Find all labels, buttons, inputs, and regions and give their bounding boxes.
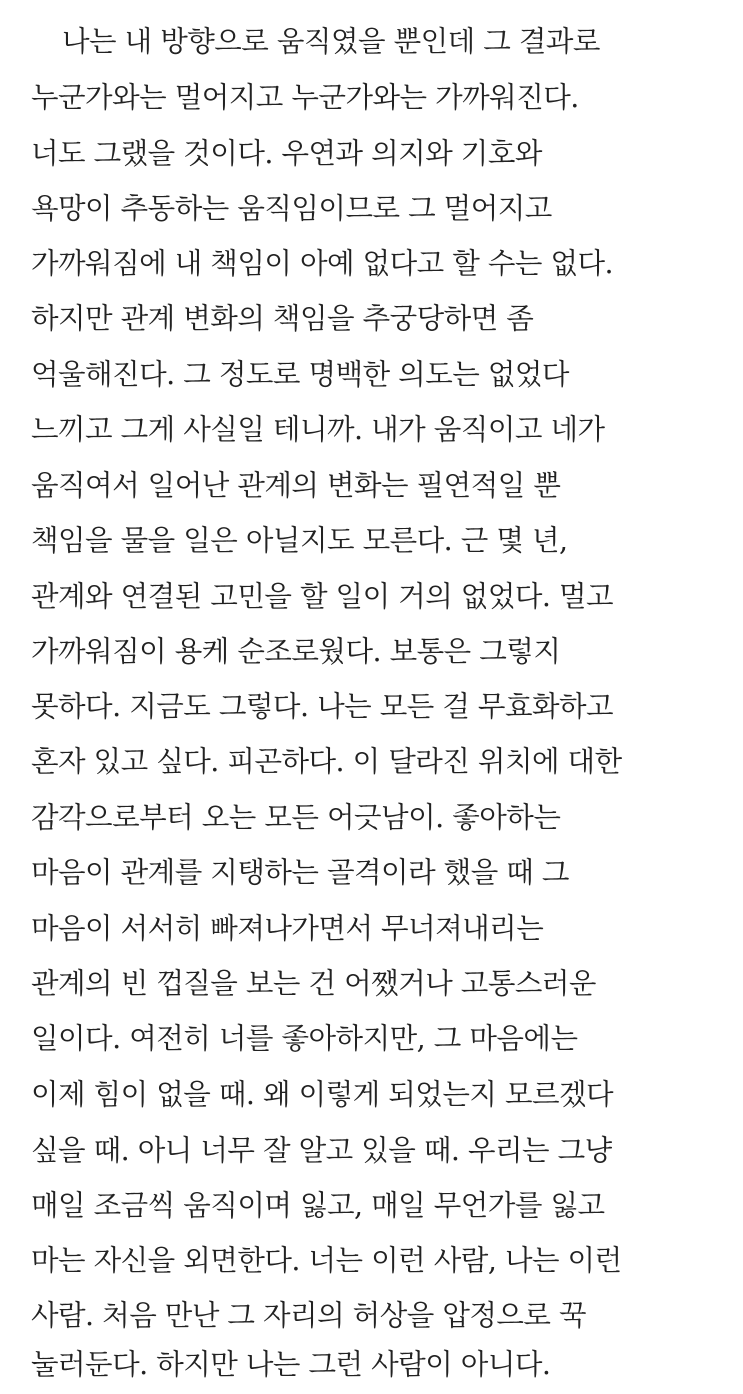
text-line-5: 가까워짐에 내 책임이 아예 없다고 할 수는 없다.: [31, 247, 614, 280]
text-line-13: 못하다. 지금도 그렇다. 나는 모든 걸 무효화하고: [31, 690, 614, 723]
text-line-2: 누군가와는 멀어지고 누군가와는 가까워진다.: [31, 81, 579, 114]
text-line-16: 마음이 관계를 지탱하는 골격이라 했을 때 그: [31, 856, 569, 889]
text-line-15: 감각으로부터 오는 모든 어긋남이. 좋아하는: [31, 801, 561, 834]
text-line-1: 나는 내 방향으로 움직였을 뿐인데 그 결과로: [62, 25, 600, 58]
text-line-11: 관계와 연결된 고민을 할 일이 거의 없었다. 멀고: [31, 580, 614, 613]
text-line-4: 욕망이 추동하는 움직임이므로 그 멀어지고: [31, 192, 552, 225]
text-line-22: 매일 조금씩 움직이며 잃고, 매일 무언가를 잃고: [31, 1189, 605, 1222]
text-line-7: 억울해진다. 그 정도로 명백한 의도는 없었다: [31, 358, 569, 391]
text-line-19: 일이다. 여전히 너를 좋아하지만, 그 마음에는: [31, 1022, 578, 1055]
text-line-21: 싶을 때. 아니 너무 잘 알고 있을 때. 우리는 그냥: [31, 1134, 612, 1167]
text-line-18: 관계의 빈 껍질을 보는 건 어쨌거나 고통스러운: [31, 967, 596, 1000]
text-line-25: 눌러둔다. 하지만 나는 그런 사람이 아니다.: [31, 1348, 551, 1381]
text-line-10: 책임을 물을 일은 아닐지도 모른다. 근 몇 년,: [31, 524, 568, 557]
text-line-23: 마는 자신을 외면한다. 너는 이런 사람, 나는 이런: [31, 1244, 622, 1277]
text-line-12: 가까워짐이 용케 순조로웠다. 보통은 그렇지: [31, 635, 561, 668]
text-line-8: 느끼고 그게 사실일 테니까. 내가 움직이고 네가: [31, 413, 605, 446]
text-line-24: 사람. 처음 만난 그 자리의 허상을 압정으로 꾹: [31, 1299, 587, 1332]
text-line-6: 하지만 관계 변화의 책임을 추궁당하면 좀: [31, 302, 534, 335]
text-line-17: 마음이 서서히 빠져나가면서 무너져내리는: [31, 912, 544, 945]
text-line-3: 너도 그랬을 것이다. 우연과 의지와 기호와: [31, 137, 542, 170]
text-line-20: 이제 힘이 없을 때. 왜 이렇게 되었는지 모르겠다: [31, 1078, 614, 1111]
text-line-9: 움직여서 일어난 관계의 변화는 필연적일 뿐: [31, 469, 561, 502]
text-line-14: 혼자 있고 싶다. 피곤하다. 이 달라진 위치에 대한: [31, 745, 622, 778]
